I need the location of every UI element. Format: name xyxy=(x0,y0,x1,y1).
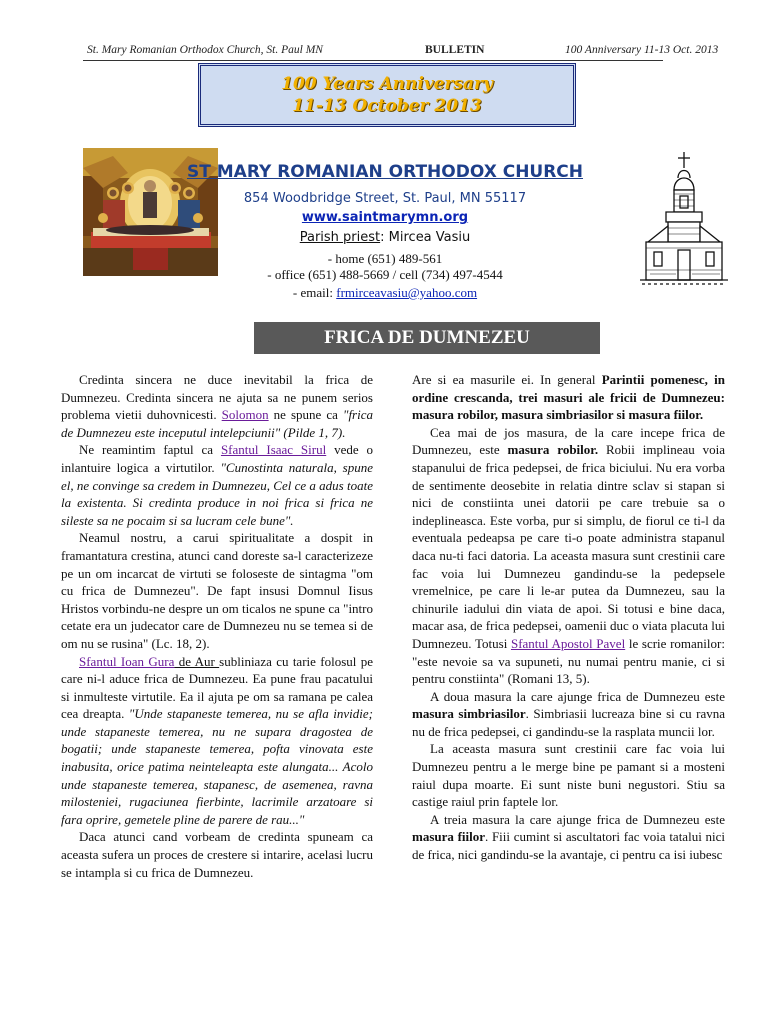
paragraph: Neamul nostru, a carui spiritualitate a dospit in framantatura crestina, atunci cand doreste sa-l caracterizeze pe un om incarcat de virtuti se foloseste de sintagma "om cu frica de Dumnezeu". De fapt insusi Domnul Iisus Hristos vorbindu-ne despre un om ticalos ne spune ca "intro cetate era un judecator care de Dumnezeu nu se temea si de om nu se rusina" (Lc. 18, 2). xyxy=(61,530,373,651)
priest-name: : Mircea Vasiu xyxy=(380,230,471,245)
paragraph: Credinta sincera ne duce inevitabil la frica de Dumnezeu. Credinta sincera ne ajuta sa ne punem serios problema vietii duhovnicesti. Solomon ne spune ca "frica de Dumnezeu este inceputul intelepciunii" (Pilde 1, 7). xyxy=(61,372,373,440)
paragraph: La aceasta masura sunt crestinii care fac voia lui Dumnezeu pentru a le merge bine pe pamant si a mosteni raiul dupa moarte. Ei sunt niste buni negustori. Stiu sa castige raiul prin faptele lor. xyxy=(412,741,725,810)
priest-label: Parish priest xyxy=(299,230,381,245)
section-title: FRICA DE DUMNEZEU xyxy=(254,322,600,354)
parish-priest xyxy=(0,230,770,245)
solomon-link[interactable]: Solomon xyxy=(221,407,269,423)
paragraph: A doua masura la care ajunge frica de Dumnezeu este masura simbriasilor. Simbriasii lucreaza bine si cu ravna nu de frica pedepsei, ci gandindu-se la rasplata muncii lor. xyxy=(412,688,725,739)
paragraph: Daca atunci cand vorbeam de credinta spuneam ca aceasta sufera un proces de crestere si intarire, acelasi lucru se intampla si cu frica de Dumnezeu. xyxy=(61,829,373,880)
header-right: 100 Anniversary 11-13 Oct. 2013 xyxy=(565,44,719,56)
email-link[interactable]: frmirceavasiu@yahoo.com xyxy=(336,285,478,300)
banner-line-1: 100 Years Anniversary xyxy=(281,74,493,94)
anniversary-banner xyxy=(198,63,576,127)
de-aur-link[interactable]: de Aur xyxy=(174,653,220,669)
header-left: St. Mary Romanian Orthodox Church, St. Paul MN xyxy=(87,44,323,56)
right-column xyxy=(412,371,725,864)
paragraph: Ne reamintim faptul ca Sfantul Isaac Sirul vede o inlantuire logica a virtutilor. "Cunostinta naturala, spune el, ne convinge sa credem in Dumnezeu, Cel ce a adus toate la existenta. Si credinta produce in noi frica si frica ne sileste sa ne pocaim si sa lucram cele bune". xyxy=(61,442,373,528)
paragraph: A treia masura la care ajunge frica de Dumnezeu este masura fiilor. Fiii cumint si ascultatori fac voia tatalui nici de frica, nici gandindu-se la avantaje, ci pentru ca isi iubesc xyxy=(412,811,725,863)
header-center: BULLETIN xyxy=(425,44,485,56)
header-divider xyxy=(83,60,663,61)
paragraph: Sfantul Ioan Gura de Aur subliniaza cu tarie folosul pe care ni-l aduce frica de Dumnezeu. Ea pune frau pacatului si inmulteste virtutile. Ea il ajuta pe om sa ramana pe calea cea dreapta. "Unde stapaneste temerea, nu se afla invidie; unde stapaneste temerea, nu ne supara dragostea de bogatii; unde stapaneste temerea, pofta vinovata este inabusita, orice patima neinteleapta este alungata... Acolo unde stapaneste temerea, stapanesc, de asemenea, ravna milosteniei, rugaciunea fierbinte, lacrimile arzatoare si fara oprire, gemetele pline de parere de rau..." xyxy=(61,653,373,827)
church-website-link[interactable]: www.saintmarymn.org xyxy=(301,210,469,225)
church-name: ST MARY ROMANIAN ORTHODOX CHURCH xyxy=(186,162,584,182)
phone-office: - office (651) 488-5669 / cell (734) 497-4544 xyxy=(267,267,503,282)
paragraph: Cea mai de jos masura, de la care incepe frica de Dumnezeu, este masura robilor. Robii implineau voia stapanului de frica pedepsei, de frica biciului. Nu era vorba de sentimente deosebite in relatia dintre sclav si stapan si nici de constiinta unei datorii pe care trebuie sa o indeplineasca. Este vorba, pur si simplu, de fiorul ce ti-l da eventuala pedeapsa pe care ti-o poate administra stapanul daca nu-ti faci datoria. La aceasta masura sunt crestinii care fac voia lui Dumnezeu gandindu-se la pedepsele vremelnice, pe care li le-ar putea da Dumnezeu, sau la chinurile iadului din viata de apoi. Si totusi e bine daca, macar asa, de frica pedepsei, oamenii duc o viata placuta lui Dumnezeu. Totusi Sfantul Apostol Pavel le scrie romanilor: "este nevoie sa va supuneti, nu numai pentru manie, ci si pentru constiinta" (Romani 13, 5). xyxy=(412,424,725,687)
church-address: 854 Woodbridge Street, St. Paul, MN 55117 xyxy=(243,191,527,206)
phone-home: - home (651) 489-561 xyxy=(327,251,443,266)
isaac-sirul-link[interactable]: Sfantul Isaac Sirul xyxy=(220,442,327,458)
email-label: - email: xyxy=(292,285,337,300)
banner-line-2: 11-13 October 2013 xyxy=(292,96,482,116)
left-column xyxy=(61,371,373,881)
paragraph: Are si ea masurile ei. In general Parintii pomenesc, in ordine crescanda, trei masuri ale fricii de Dumnezeu: masura robilor, masura simbriasilor si masura fiilor. xyxy=(412,372,725,423)
ioan-gura-link[interactable]: Sfantul Ioan Gura xyxy=(79,653,175,669)
apostol-pavel-link[interactable]: Sfantul Apostol Pavel xyxy=(510,635,626,651)
email-line xyxy=(0,284,770,301)
